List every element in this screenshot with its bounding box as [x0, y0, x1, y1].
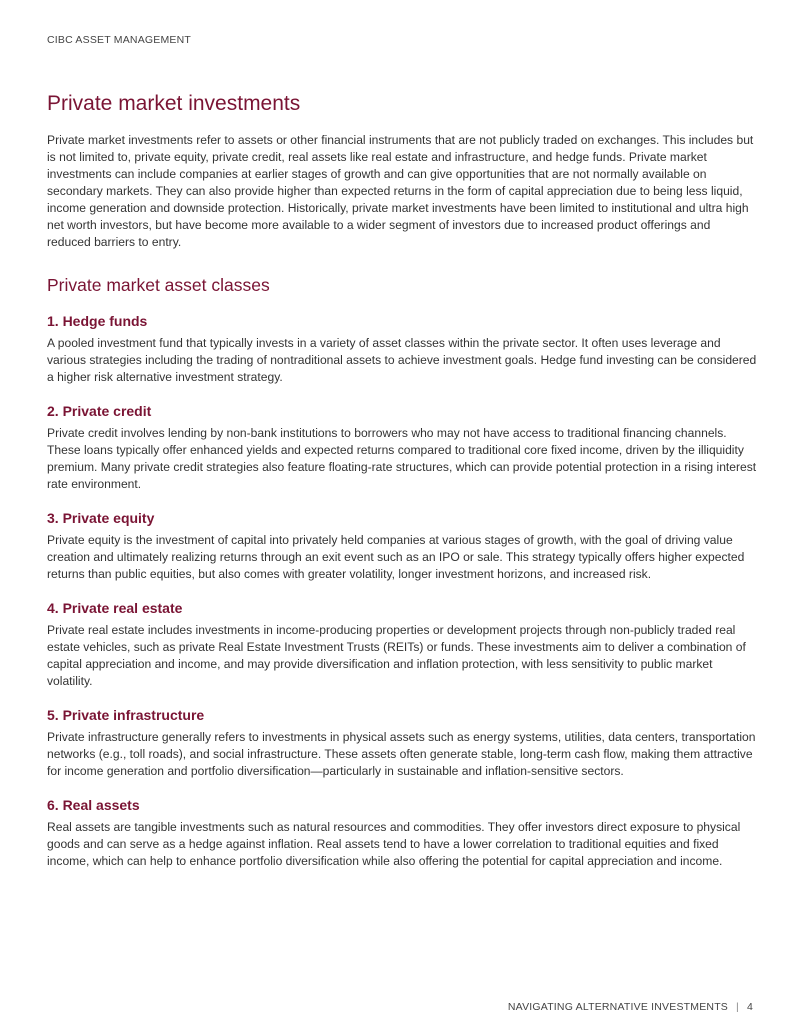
page-footer — [508, 1001, 753, 1013]
asset-heading: 1. Hedge funds — [47, 313, 148, 329]
section-title: Private market asset classes — [47, 275, 270, 295]
footer-separator: | — [736, 1001, 739, 1013]
asset-heading: 4. Private real estate — [47, 600, 183, 616]
asset-class-real-assets — [47, 795, 757, 870]
intro-paragraph: Private market investments refer to assets or other financial instruments that are not publicly traded on exchanges. This includes but is not limited to, private equity, private credit, real assets like real estate and infrastructure, and hedge funds. Private market investments can include companies at earlier stages of growth and can give opportunities that are not normally available on secondary markets. They can also provide higher than expected returns in the form of capital appreciation due to being less liquid, income generation and downside protection. Historically, private market investments have been limited to institutional and ultra high net worth investors, but have become more available to a wider segment of investors due to increased product offerings and reduced barriers to entry. — [47, 133, 754, 249]
asset-heading: 6. Real assets — [47, 797, 140, 813]
asset-class-private-real-estate — [47, 598, 757, 690]
asset-body: Private real estate includes investments in income-producing properties or development projects through non-publicly traded real estate vehicles, such as private Real Estate Investment Trusts (REITs) or funds. These investments aim to deliver a combination of capital appreciation and income, and may provide diversification and inflation protection, with less sensitivity to public market volatility. — [47, 623, 746, 688]
asset-body: Private credit involves lending by non-bank institutions to borrowers who may not have access to traditional financing channels. These loans typically offer enhanced yields and expected returns compared to traditional core fixed income, driven by the illiquidity premium. Many private credit strategies also feature floating-rate structures, which can provide potential protection in a rising interest rate environment. — [47, 426, 757, 491]
footer-doc-title: NAVIGATING ALTERNATIVE INVESTMENTS — [507, 1001, 729, 1013]
asset-body: Real assets are tangible investments such as natural resources and commodities. They offer investors direct exposure to physical goods and can serve as a hedge against inflation. Real assets tend to have a lower correlation to traditional equities and fixed income, which can help to enhance portfolio diversification while also offering the potential for capital appreciation and income. — [47, 820, 741, 868]
asset-class-private-equity — [47, 508, 757, 583]
page-number: 4 — [746, 1001, 753, 1013]
asset-body: Private equity is the investment of capital into privately held companies at various stages of growth, with the goal of driving value creation and ultimately realizing returns through an exit event such as an IPO or sale. This strategy typically offers higher expected returns than public equities, but also comes with greater volatility, longer investment horizons, and increased risk. — [47, 533, 745, 581]
asset-heading: 5. Private infrastructure — [47, 707, 205, 723]
asset-class-private-credit — [47, 401, 757, 493]
asset-heading: 3. Private equity — [47, 510, 155, 526]
asset-class-private-infrastructure — [47, 705, 757, 780]
page-title: Private market investments — [47, 92, 301, 115]
header-brand: CIBC ASSET MANAGEMENT — [47, 34, 192, 46]
asset-body: Private infrastructure generally refers to investments in physical assets such as energy systems, utilities, data centers, transportation networks (e.g., toll roads), and social infrastructure. These assets often generate stable, long-term cash flow, making them attractive for income generation and portfolio diversification—particularly in sustainable and inflation-sensitive sectors. — [47, 730, 756, 778]
asset-heading: 2. Private credit — [47, 403, 152, 419]
main-content — [47, 90, 757, 870]
asset-body: A pooled investment fund that typically invests in a variety of asset classes within the private sector. It often uses leverage and various strategies including the trading of nontraditional assets to achieve investment goals. Hedge fund investing can be considered a higher risk alternative investment strategy. — [47, 336, 757, 384]
asset-class-hedge-funds — [47, 311, 757, 386]
